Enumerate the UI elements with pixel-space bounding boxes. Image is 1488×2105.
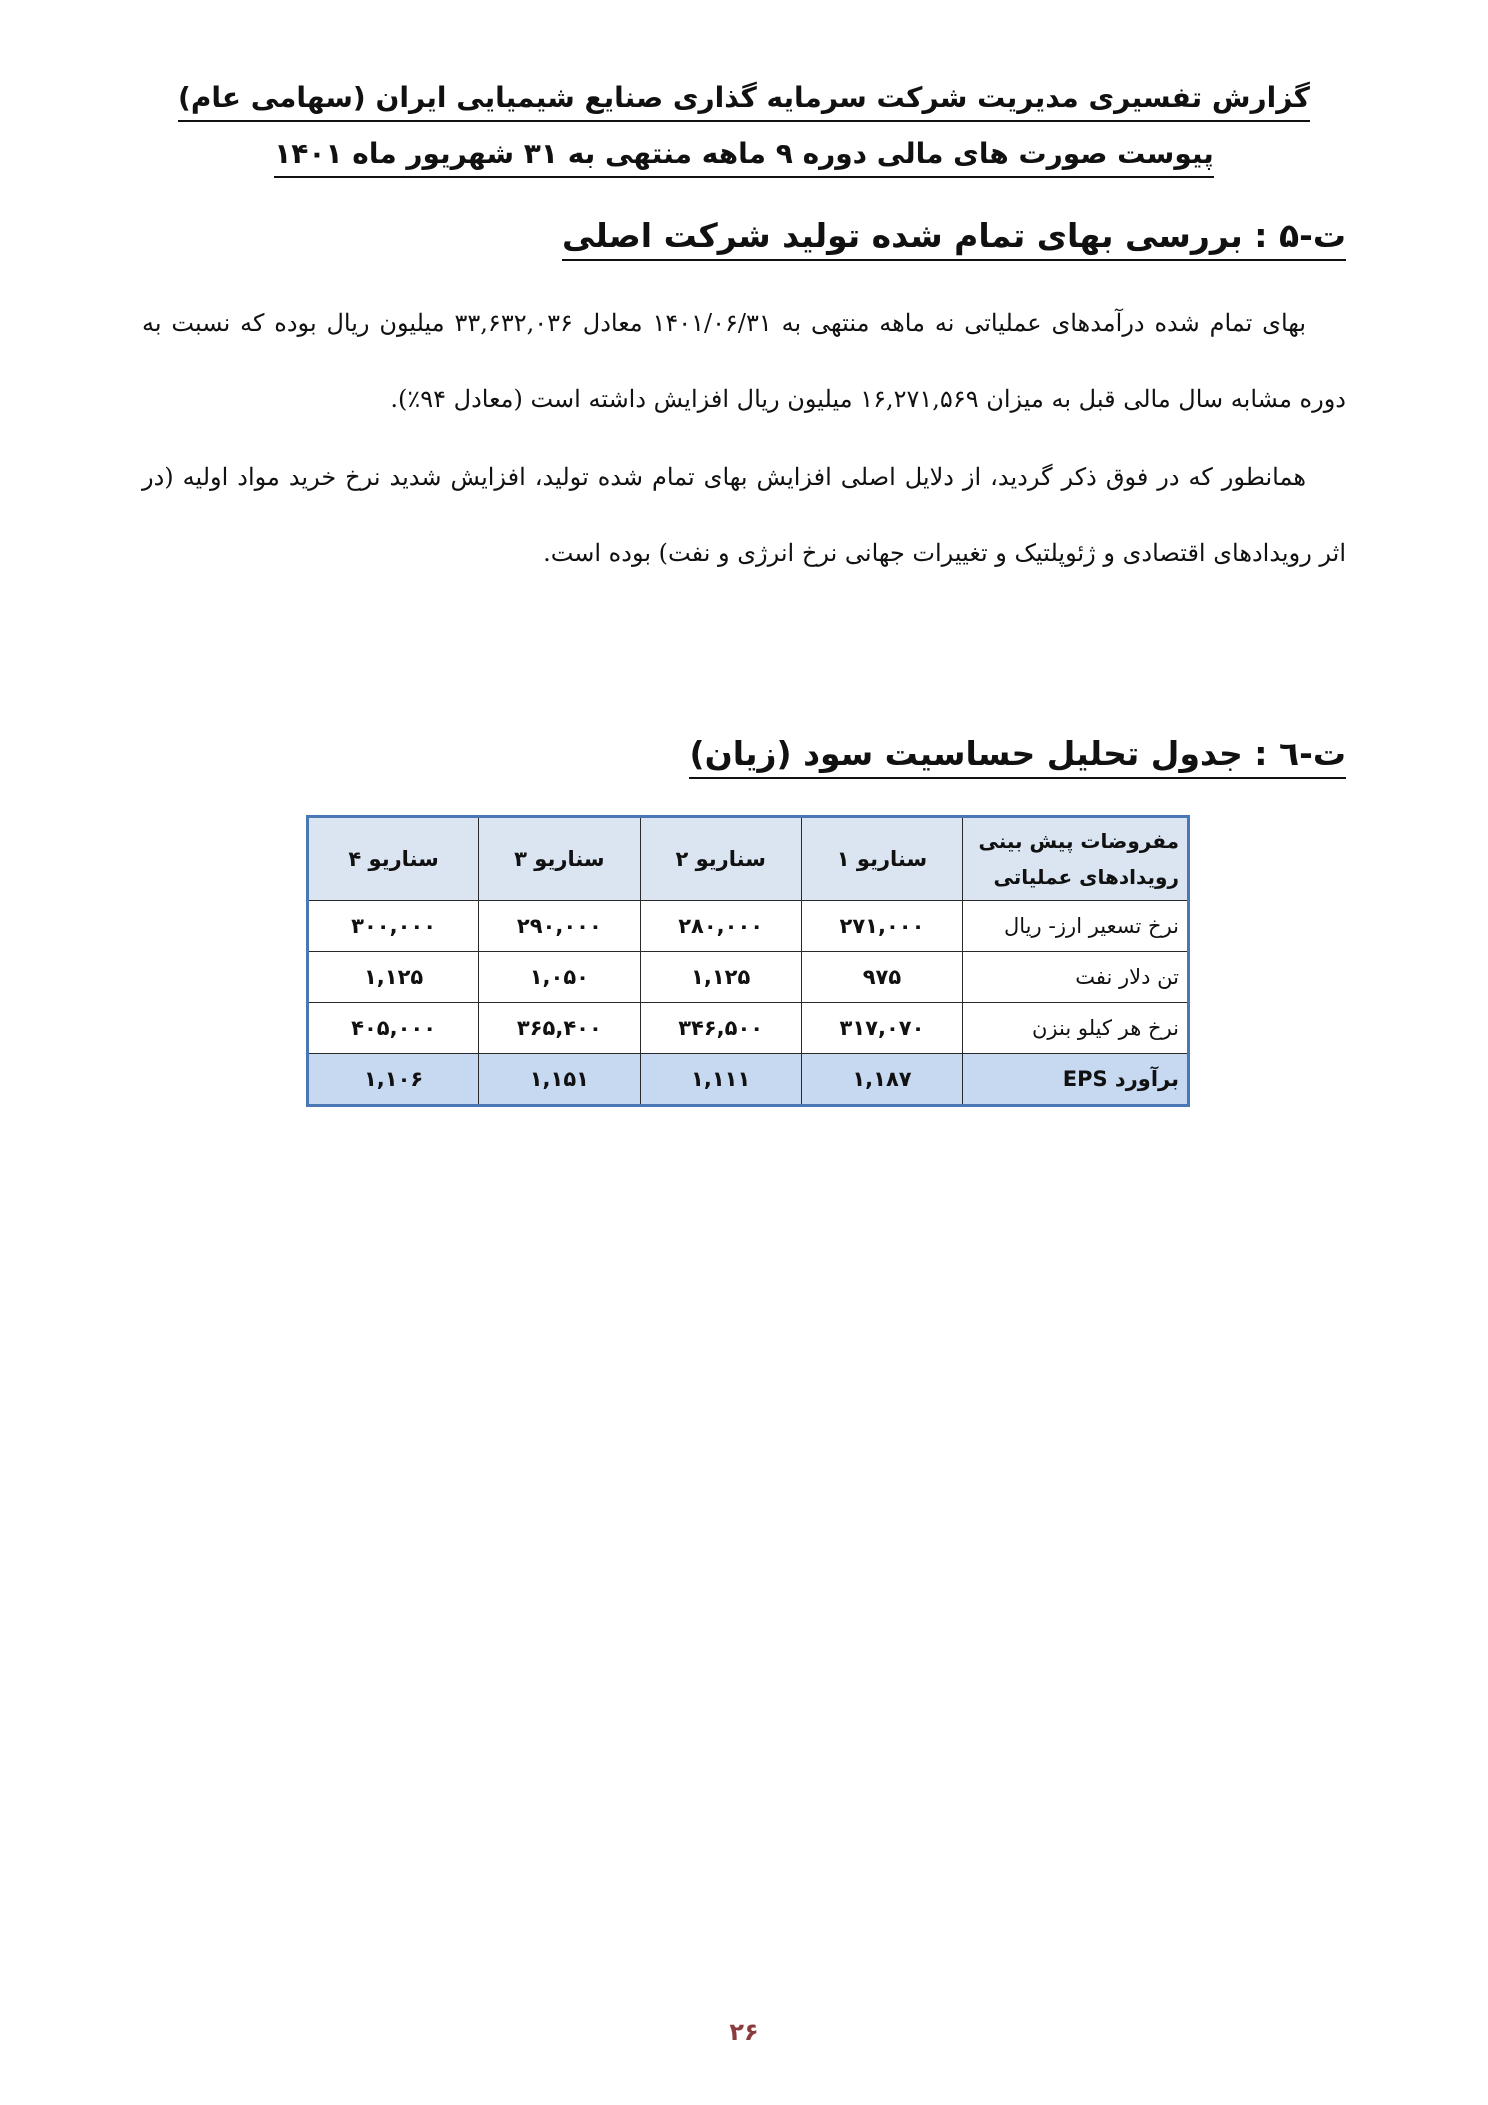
table-cell: ۱,۱۲۵ [308,952,479,1003]
section-5-paragraph-2 [142,439,1346,591]
report-title-text: گزارش تفسیری مدیریت شرکت سرمایه گذاری صنایع شیمیایی ایران (سهامی عام) [178,78,1310,122]
table-cell: ۱,۱۲۵ [640,952,801,1003]
row-label-benzene-price: نرخ هر کیلو بنزن [963,1003,1189,1054]
section-5-paragraph-1 [142,285,1346,437]
table-cell: ۳۱۷,۰۷۰ [801,1003,962,1054]
page-number: ۲۶ [729,2018,759,2046]
sensitivity-table [306,815,1190,1107]
assumptions-header-line-2: رویدادهای عملیاتی [993,865,1179,889]
section-6-title: ت-٦ : جدول تحلیل حساسیت سود (زیان) [689,731,1346,779]
row-label-oil-price: تن دلار نفت [963,952,1189,1003]
table-cell: ۲۸۰,۰۰۰ [640,901,801,952]
report-title [0,78,1488,122]
report-subtitle-text: پیوست صورت های مالی دوره ۹ ماهه منتهی به ۳۱ شهریور ماه ۱۴۰۱ [274,134,1214,178]
eps-row [308,1054,1189,1106]
table-cell: ۲۷۱,۰۰۰ [801,901,962,952]
assumptions-header-line-1: مفروضات پیش بینی [978,829,1179,853]
report-subtitle [0,134,1488,178]
table-cell: ۱,۰۵۰ [479,952,640,1003]
table-cell: ۴۰۵,۰۰۰ [308,1003,479,1054]
section-5-paragraph-1-text: بهای تمام شده درآمدهای عملیاتی نه ماهه منتهی به ۱۴۰۱/۰۶/۳۱ معادل ۳۳,۶۳۲,۰۳۶ میلیون ریال بوده که نسبت به دوره مشابه سال مالی قبل به میزان ۱۶,۲۷۱,۵۶۹ میلیون ریال افزایش داشته است (معادل ۹۴٪). [142,309,1346,413]
scenario-4-header: سناریو ۴ [308,817,479,901]
section-5-title: ت-۵ : بررسی بهای تمام شده تولید شرکت اصلی [562,213,1346,261]
table-row [308,901,1189,952]
table-row [308,1003,1189,1054]
scenario-2-header: سناریو ۲ [640,817,801,901]
scenario-1-header: سناریو ۱ [801,817,962,901]
table-cell: ۳۴۶,۵۰۰ [640,1003,801,1054]
assumptions-header [963,817,1189,901]
section-5-paragraph-2-text: همانطور که در فوق ذکر گردید، از دلایل اصلی افزایش بهای تمام شده تولید، افزایش شدید نرخ خرید مواد اولیه (در اثر رویدادهای اقتصادی و ژئوپلتیک و تغییرات جهانی نرخ انرژی و نفت) بوده است. [142,463,1346,567]
table-cell: ۱,۱۱۱ [640,1054,801,1106]
table-cell: ۲۹۰,۰۰۰ [479,901,640,952]
table-cell: ۱,۱۸۷ [801,1054,962,1106]
table-cell: ۹۷۵ [801,952,962,1003]
row-label-fx-rate: نرخ تسعیر ارز- ریال [963,901,1189,952]
table-row [308,952,1189,1003]
table-cell: ۱,۱۵۱ [479,1054,640,1106]
table-cell: ۳۶۵,۴۰۰ [479,1003,640,1054]
row-label-eps: برآورد EPS [963,1054,1189,1106]
table-cell: ۳۰۰,۰۰۰ [308,901,479,952]
table-cell: ۱,۱۰۶ [308,1054,479,1106]
scenario-3-header: سناریو ۳ [479,817,640,901]
table-header-row [308,817,1189,901]
